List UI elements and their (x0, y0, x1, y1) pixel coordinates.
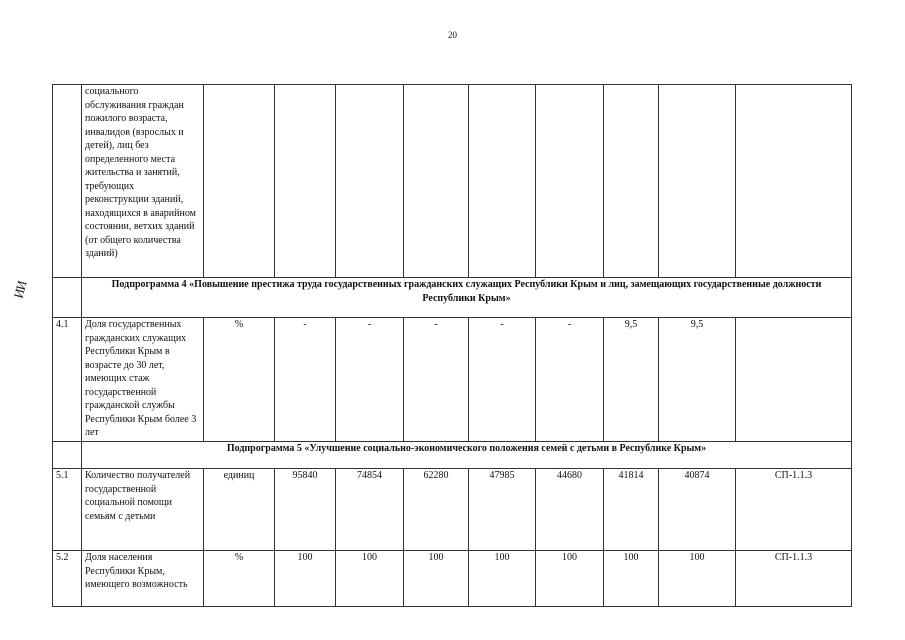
value-cell: - (404, 318, 469, 442)
subprogram-4-heading: Подпрограмма 4 «Повышение престижа труда государственных гражданских служащих Республики Крым и лиц, замещающих государственные должности Республики Крым» (82, 278, 852, 318)
indicator-name: Доля государственных гражданских служащих Республики Крым в возрасте до 30 лет, имеющих стаж государственной гражданской службы Республики Крым более 3 лет (82, 318, 204, 442)
value-cell: - (536, 318, 604, 442)
value-cell: - (275, 318, 336, 442)
page-number: 20 (448, 30, 457, 40)
table-row (53, 551, 852, 607)
value-cell: 40874 (659, 469, 736, 551)
value-cell (469, 85, 536, 278)
value-cell (275, 85, 336, 278)
value-cell: 100 (275, 551, 336, 607)
unit-cell: % (204, 551, 275, 607)
value-cell: 100 (659, 551, 736, 607)
value-cell: 100 (404, 551, 469, 607)
value-cell (336, 85, 404, 278)
table-row (53, 469, 852, 551)
value-cell (404, 85, 469, 278)
row-number (53, 278, 82, 318)
reference-cell: СП-1.1.3 (736, 551, 852, 607)
value-cell: 100 (604, 551, 659, 607)
indicator-name: Доля населения Республики Крым, имеющего возможность (82, 551, 204, 607)
unit-cell: % (204, 318, 275, 442)
indicator-name: социального обслуживания граждан пожилого возраста, инвалидов (взрослых и детей), лиц без определенного места жительства и занятий, требующих реконструкции зданий, находящихся в аварийном состоянии, ветхих зданий (от общего количества зданий) (82, 85, 204, 278)
value-cell: 62280 (404, 469, 469, 551)
value-cell: 47985 (469, 469, 536, 551)
reference-cell (736, 318, 852, 442)
value-cell (536, 85, 604, 278)
unit-cell (204, 85, 275, 278)
row-number: 4.1 (53, 318, 82, 442)
subprogram-5-heading: Подпрограмма 5 «Улучшение социально-экономического положения семей с детьми в Республике Крым» (82, 442, 852, 469)
indicators-table (52, 84, 852, 607)
value-cell: 95840 (275, 469, 336, 551)
value-cell: 100 (469, 551, 536, 607)
row-number: 5.1 (53, 469, 82, 551)
value-cell: 100 (536, 551, 604, 607)
section-row (53, 442, 852, 469)
margin-handwritten-mark: ИИ (10, 279, 30, 300)
value-cell: 100 (336, 551, 404, 607)
table-row (53, 318, 852, 442)
reference-cell (736, 85, 852, 278)
value-cell: 74854 (336, 469, 404, 551)
reference-cell: СП-1.1.3 (736, 469, 852, 551)
indicator-name: Количество получателей государственной социальной помощи семьям с детьми (82, 469, 204, 551)
section-row (53, 278, 852, 318)
row-number (53, 85, 82, 278)
value-cell: - (336, 318, 404, 442)
value-cell: 41814 (604, 469, 659, 551)
table-row (53, 85, 852, 278)
row-number: 5.2 (53, 551, 82, 607)
value-cell (659, 85, 736, 278)
value-cell (604, 85, 659, 278)
unit-cell: единиц (204, 469, 275, 551)
value-cell: 9,5 (604, 318, 659, 442)
value-cell: - (469, 318, 536, 442)
value-cell: 9,5 (659, 318, 736, 442)
value-cell: 44680 (536, 469, 604, 551)
row-number (53, 442, 82, 469)
